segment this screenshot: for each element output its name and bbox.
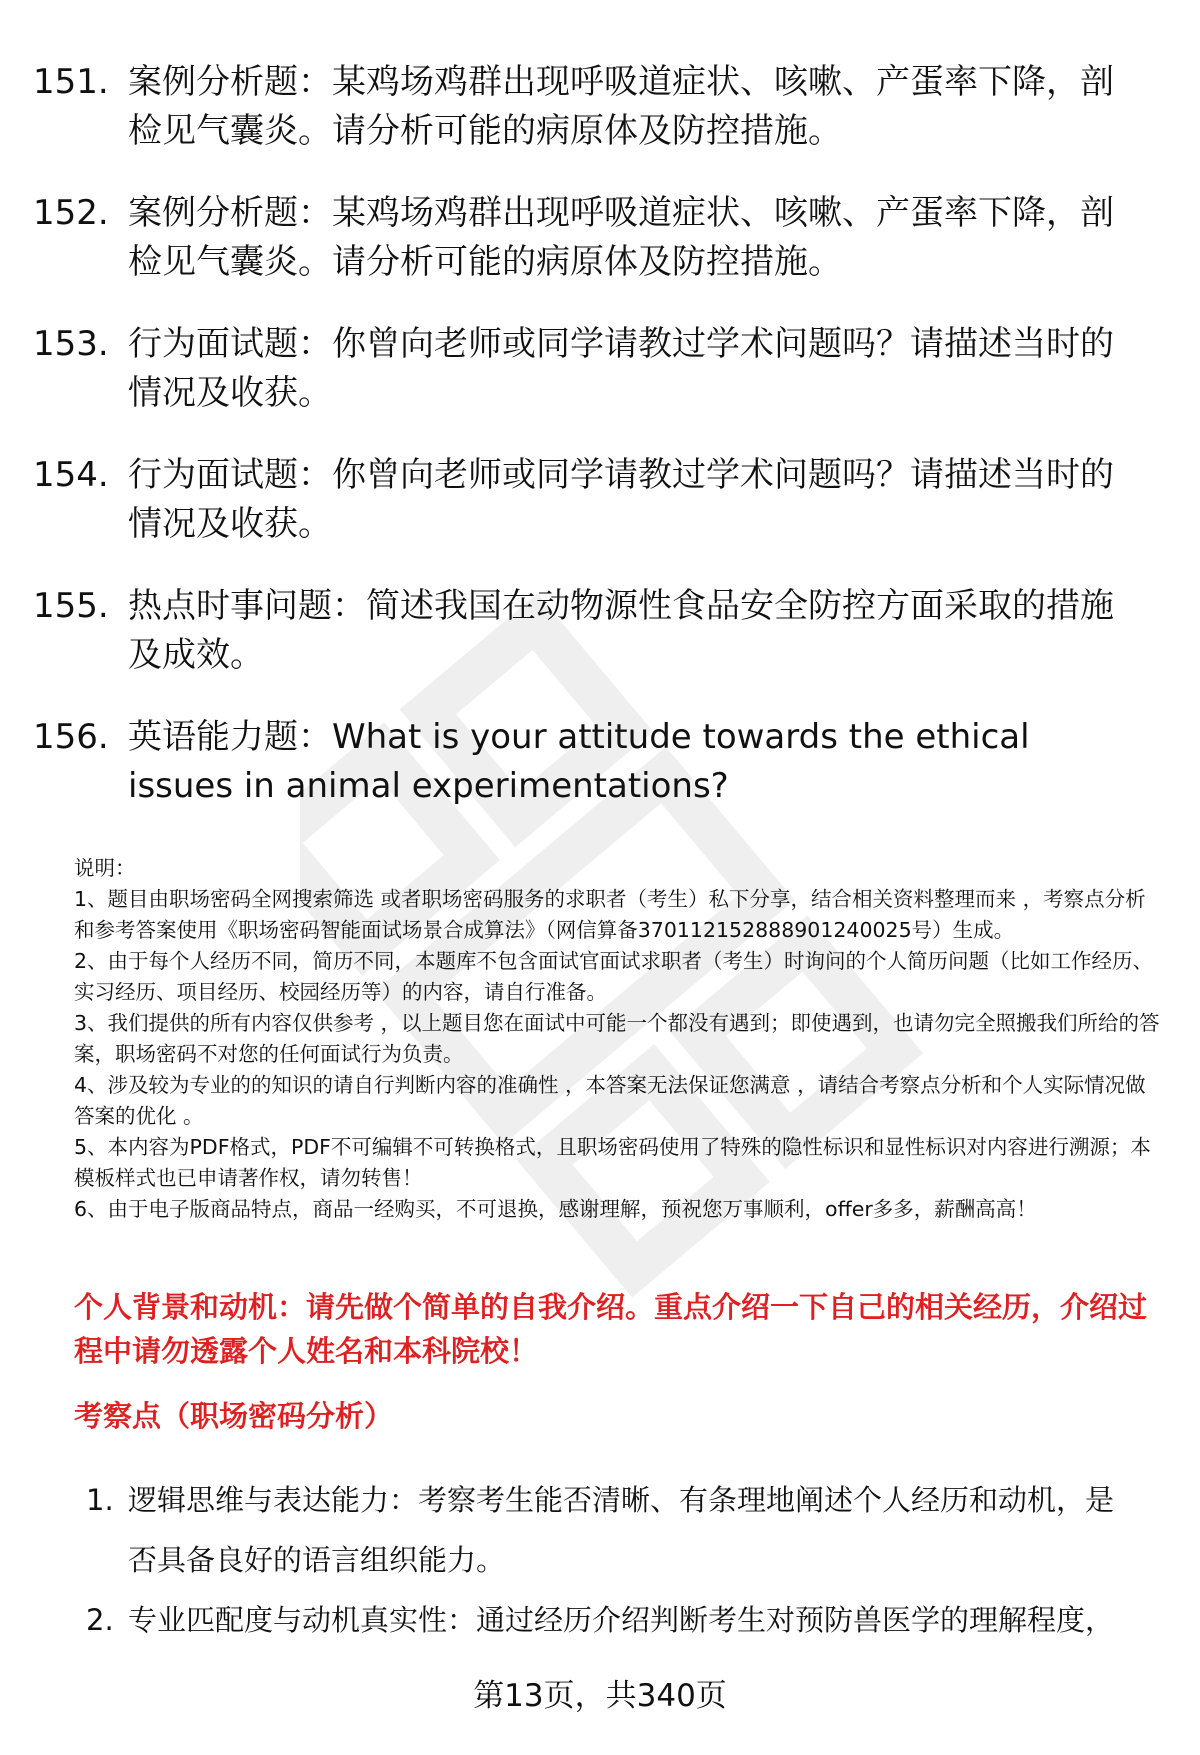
page-footer: 第13页，共340页	[473, 1678, 727, 1714]
notes-heading: 说明：	[74, 856, 136, 880]
question-number: 151.	[33, 62, 109, 102]
point-text: 逻辑思维与表达能力：考察考生能否清晰、有条理地阐述个人经历和动机，是否具备良好的语言组织能力。	[128, 1483, 1115, 1577]
question-item	[0, 320, 1200, 418]
question-text: 案例分析题：某鸡场鸡群出现呼吸道症状、咳嗽、产蛋率下降，剖检见气囊炎。请分析可能的病原体及防控措施。	[128, 193, 1114, 282]
question-item	[0, 582, 1200, 680]
note-item: 5、本内容为PDF格式，PDF不可编辑不可转换格式，且职场密码使用了特殊的隐性标识和显性标识对内容进行溯源；本模板样式也已申请著作权，请勿转售！	[74, 1135, 1151, 1190]
note-item: 2、由于每个人经历不同，简历不同，本题库不包含面试官面试求职者（考生）时询问的个人简历问题（比如工作经历、实习经历、项目经历、校园经历等）的内容，请自行准备。	[74, 949, 1154, 1004]
assessment-point	[0, 1470, 1200, 1590]
question-number: 155.	[33, 586, 109, 626]
question-number: 152.	[33, 193, 109, 233]
question-item	[0, 713, 1200, 811]
note-item: 3、我们提供的所有内容仅供参考 ，以上题目您在面试中可能一个都没有遇到；即使遇到，也请勿完全照搬我们所给的答案，职场密码不对您的任何面试行为负责。	[74, 1011, 1160, 1066]
section-title: 个人背景和动机：请先做个简单的自我介绍。重点介绍一下自己的相关经历，介绍过程中请勿透露个人姓名和本科院校！	[74, 1290, 1148, 1368]
assessment-point	[0, 1590, 1200, 1650]
assessment-points	[0, 1470, 1200, 1650]
section-subtitle: 考察点（职场密码分析）	[74, 1399, 394, 1433]
question-text: 案例分析题：某鸡场鸡群出现呼吸道症状、咳嗽、产蛋率下降，剖检见气囊炎。请分析可能的病原体及防控措施。	[128, 62, 1114, 151]
note-item: 1、题目由职场密码全网搜索筛选 或者职场密码服务的求职者（考生）私下分享，结合相关资料整理而来 ，考察点分析和参考答案使用《职场密码智能面试场景合成算法》（网信算备370112152888901240025号）生成。	[74, 887, 1146, 942]
question-text: 行为面试题：你曾向老师或同学请教过学术问题吗？请描述当时的情况及收获。	[128, 455, 1114, 544]
note-item: 6、由于电子版商品特点，商品一经购买，不可退换，感谢理解，预祝您万事顺利，offer多多，薪酬高高！	[74, 1197, 1037, 1221]
question-item	[0, 451, 1200, 549]
disclaimer-notes	[74, 853, 1164, 1225]
question-number: 154.	[33, 455, 109, 495]
point-text: 专业匹配度与动机真实性：通过经历介绍判断考生对预防兽医学的理解程度，	[128, 1603, 1115, 1637]
question-item	[0, 58, 1200, 156]
point-number: 1.	[86, 1483, 114, 1517]
question-text: 热点时事问题：简述我国在动物源性食品安全防控方面采取的措施及成效。	[128, 586, 1114, 675]
point-number: 2.	[86, 1603, 114, 1637]
question-text: 行为面试题：你曾向老师或同学请教过学术问题吗？请描述当时的情况及收获。	[128, 324, 1114, 413]
note-item: 4、涉及较为专业的的知识的请自行判断内容的准确性 ，本答案无法保证您满意 ，请结合考察点分析和个人实际情况做答案的优化 。	[74, 1073, 1146, 1128]
question-number: 153.	[33, 324, 109, 364]
question-list	[0, 58, 1200, 844]
question-number: 156.	[33, 717, 109, 757]
question-item	[0, 189, 1200, 287]
question-text: 英语能力题：What is your attitude towards the ethical issues in animal experimentations?	[128, 717, 1030, 806]
